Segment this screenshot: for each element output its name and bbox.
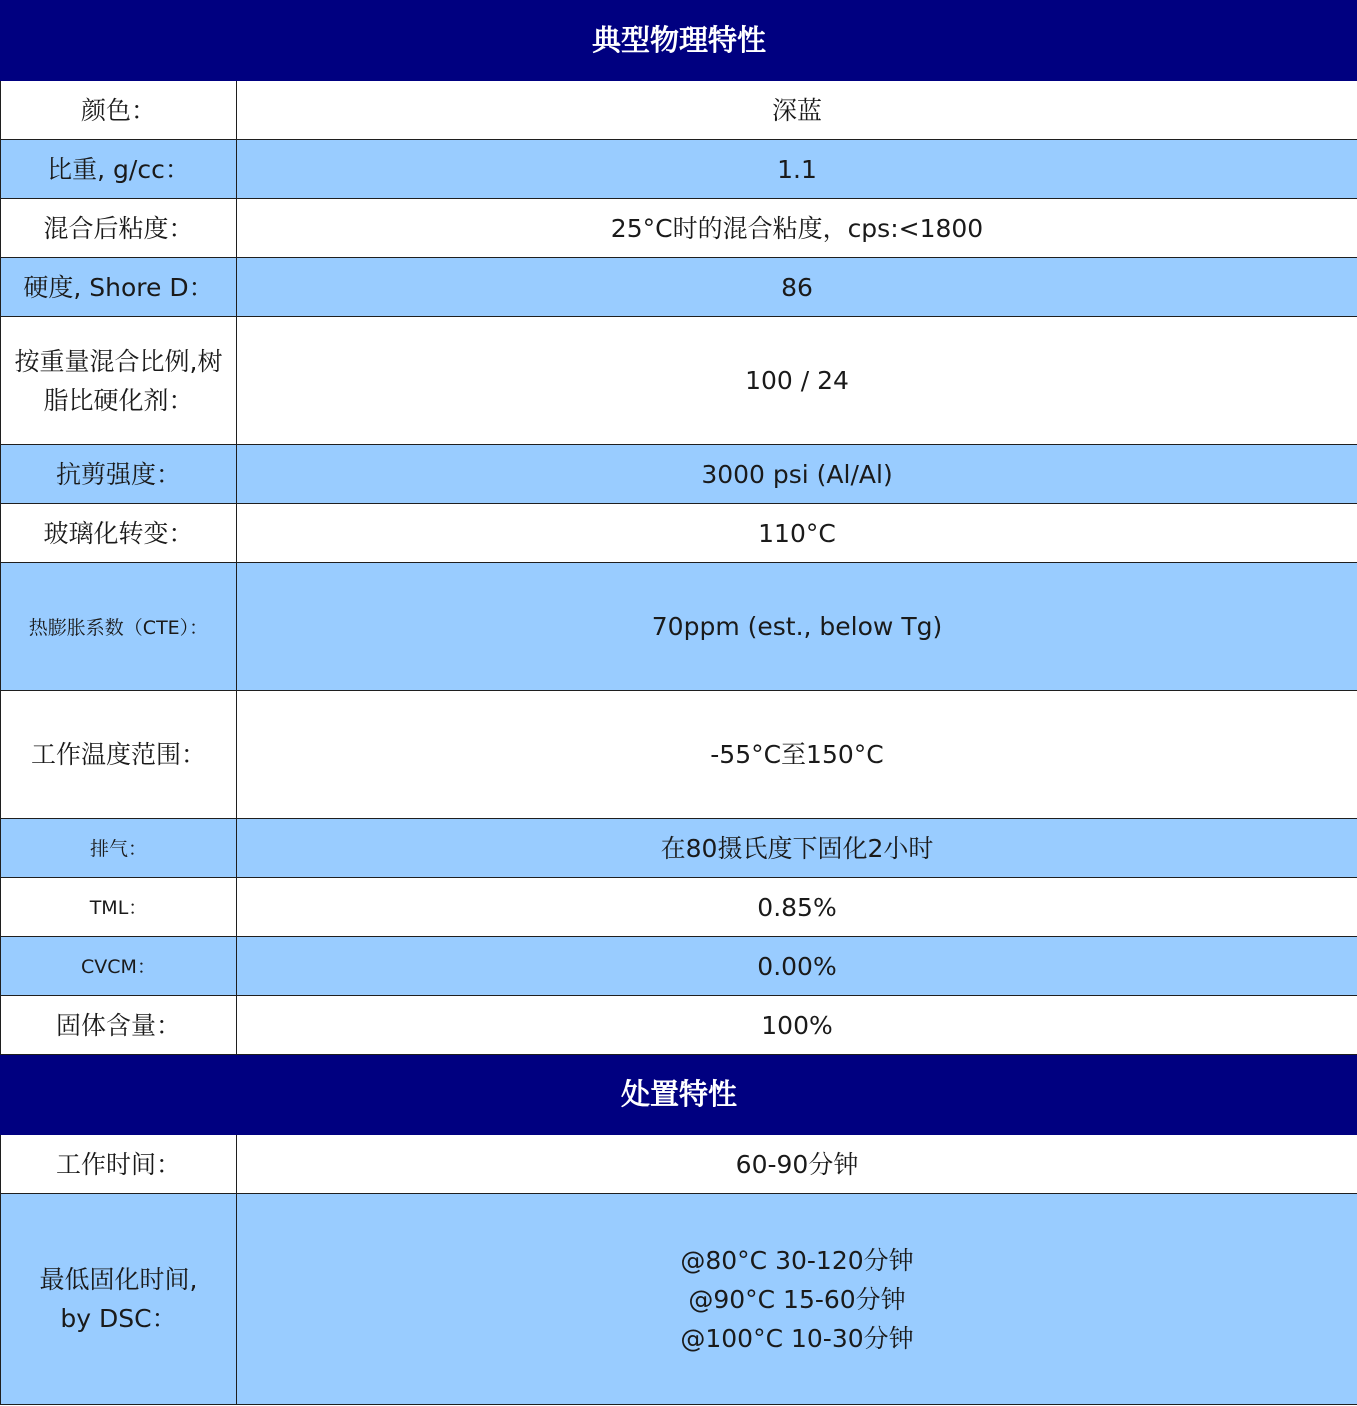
table-row-specific-gravity <box>1 140 1357 199</box>
table-row-solids-content <box>1 996 1357 1055</box>
row-label-line: by DSC： <box>60 1304 177 1333</box>
row-label: 玻璃化转变： <box>1 504 237 563</box>
row-value: 0.85% <box>237 878 1357 937</box>
table-row-mixed-viscosity <box>1 199 1357 258</box>
table-row-color <box>1 81 1357 140</box>
row-label <box>1 878 237 937</box>
row-value <box>237 1194 1357 1405</box>
row-value-line: @80°C 30-120分钟 <box>680 1245 914 1275</box>
row-value: 1.1 <box>237 140 1357 199</box>
row-value: 3000 psi (Al/Al) <box>237 445 1357 504</box>
row-label: 抗剪强度： <box>1 445 237 504</box>
row-label-text: 排气： <box>89 838 147 860</box>
table-row-mix-ratio <box>1 317 1357 445</box>
row-label <box>1 317 237 445</box>
row-label: 工作时间： <box>1 1135 237 1194</box>
row-label-text: 热膨胀系数（CTE）： <box>28 616 209 639</box>
section-title-physical: 典型物理特性 <box>1 1 1357 81</box>
row-label <box>1 819 237 878</box>
section-header-handling <box>1 1055 1357 1135</box>
row-label-text: TML： <box>89 897 148 919</box>
table-row-min-cure-time <box>1 1194 1357 1405</box>
row-label: 硬度, Shore D： <box>1 258 237 317</box>
row-label: 颜色： <box>1 81 237 140</box>
table-row-operating-temp <box>1 691 1357 819</box>
row-label: 固体含量： <box>1 996 237 1055</box>
row-value: 100% <box>237 996 1357 1055</box>
row-value: 110°C <box>237 504 1357 563</box>
row-value: 深蓝 <box>237 81 1357 140</box>
row-label-line: 最低固化时间, <box>39 1265 198 1294</box>
row-label: 比重, g/cc： <box>1 140 237 199</box>
row-value-line: @100°C 10-30分钟 <box>680 1323 914 1353</box>
table-row-cvcm <box>1 937 1357 996</box>
table-row-outgassing <box>1 819 1357 878</box>
row-value: -55°C至150°C <box>237 691 1357 819</box>
row-value: 25°C时的混合粘度，cps:<1800 <box>237 199 1357 258</box>
row-label <box>1 563 237 691</box>
table-row-hardness <box>1 258 1357 317</box>
row-value: 在80摄氏度下固化2小时 <box>237 819 1357 878</box>
row-label: 混合后粘度： <box>1 199 237 258</box>
row-value: 100 / 24 <box>237 317 1357 445</box>
table-row-glass-transition <box>1 504 1357 563</box>
row-label-line: 脂比硬化剂： <box>43 385 194 415</box>
row-label-text: CVCM： <box>81 956 156 978</box>
row-value: 0.00% <box>237 937 1357 996</box>
section-title-handling: 处置特性 <box>1 1055 1357 1135</box>
row-value: 86 <box>237 258 1357 317</box>
row-value: 70ppm (est., below Tg) <box>237 563 1357 691</box>
row-label: 工作温度范围： <box>1 691 237 819</box>
row-label-line: 按重量混合比例,树 <box>14 346 223 376</box>
table-row-shear-strength <box>1 445 1357 504</box>
table-row-tml <box>1 878 1357 937</box>
table-row-cte <box>1 563 1357 691</box>
row-value-line: @90°C 15-60分钟 <box>688 1284 906 1314</box>
row-label <box>1 937 237 996</box>
section-header-physical <box>1 1 1357 81</box>
row-label <box>1 1194 237 1405</box>
table-row-working-time <box>1 1135 1357 1194</box>
row-value: 60-90分钟 <box>237 1135 1357 1194</box>
